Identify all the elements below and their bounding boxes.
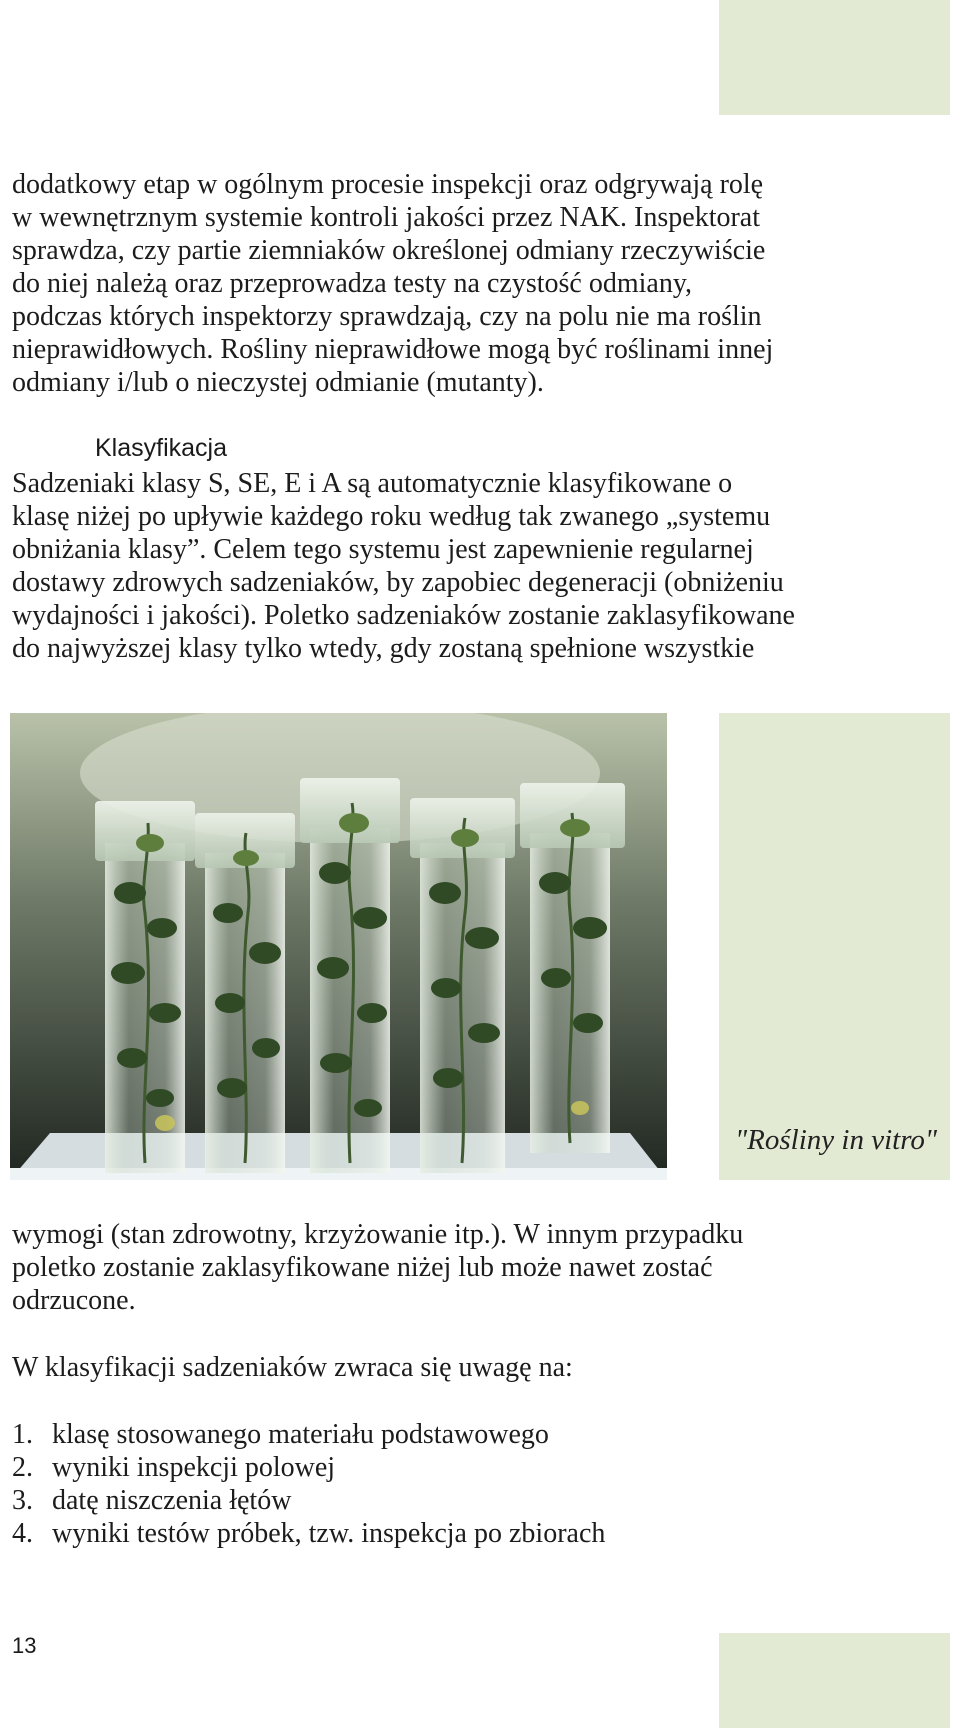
text-line: sprawdza, czy partie ziemniaków określonej odmiany rzeczywiście xyxy=(12,235,766,266)
list-item-number: 1. xyxy=(12,1419,33,1450)
text-line: wymogi (stan zdrowotny, krzyżowanie itp.). W innym przypadku xyxy=(12,1219,744,1250)
paragraph-criteria-intro: W klasyfikacji sadzeniaków zwraca się uwagę na: xyxy=(12,1352,573,1383)
criteria-list xyxy=(12,1418,605,1550)
paragraph-classification xyxy=(12,467,912,665)
list-item-number: 3. xyxy=(12,1485,33,1516)
text-line: Sadzeniaki klasy S, SE, E i A są automatycznie klasyfikowane o xyxy=(12,468,733,499)
paragraph-inspection xyxy=(12,168,912,399)
text-line: do niej należą oraz przeprowadza testy na czystość odmiany, xyxy=(12,268,692,299)
text-line: wydajności i jakości). Poletko sadzeniaków zostanie zaklasyfikowane xyxy=(12,600,795,631)
text-line: dostawy zdrowych sadzeniaków, by zapobiec degeneracji (obniżeniu xyxy=(12,567,784,598)
list-item-number: 2. xyxy=(12,1452,33,1483)
text-line: odmiany i/lub o nieczystej odmianie (mutanty). xyxy=(12,367,544,398)
text-line: w wewnętrznym systemie kontroli jakości przez NAK. Inspektorat xyxy=(12,202,761,233)
list-item-text: klasę stosowanego materiału podstawowego xyxy=(52,1419,549,1450)
text-line: do najwyższej klasy tylko wtedy, gdy zostaną spełnione wszystkie xyxy=(12,633,755,664)
decorative-green-block-bottom xyxy=(719,1633,950,1728)
list-item-text: wyniki inspekcji polowej xyxy=(52,1452,336,1483)
list-item xyxy=(12,1418,605,1451)
section-heading: Klasyfikacja xyxy=(95,434,227,462)
page-number: 13 xyxy=(12,1633,37,1658)
figure-caption: "Rośliny in vitro" xyxy=(735,1124,938,1156)
list-item-text: wyniki testów próbek, tzw. inspekcja po zbiorach xyxy=(52,1518,606,1549)
text-line: podczas których inspektorzy sprawdzają, czy na polu nie ma roślin xyxy=(12,301,762,332)
list-item xyxy=(12,1484,605,1517)
text-line: nieprawidłowych. Rośliny nieprawidłowe mogą być roślinami innej xyxy=(12,334,774,365)
list-item-number: 4. xyxy=(12,1518,33,1549)
list-item xyxy=(12,1451,605,1484)
caption-panel xyxy=(719,713,950,1180)
text-line: dodatkowy etap w ogólnym procesie inspekcji oraz odgrywają rolę xyxy=(12,169,764,200)
list-item xyxy=(12,1517,605,1550)
decorative-green-block-top xyxy=(719,0,950,115)
text-line: odrzucone. xyxy=(12,1285,136,1316)
text-line: obniżania klasy”. Celem tego systemu jest zapewnienie regularnej xyxy=(12,534,754,565)
paragraph-requirements xyxy=(12,1218,912,1317)
text-line: poletko zostanie zaklasyfikowane niżej lub może nawet zostać xyxy=(12,1252,713,1283)
in-vitro-plants-photo xyxy=(10,713,667,1180)
text-line: klasę niżej po upływie każdego roku według tak zwanego „systemu xyxy=(12,501,771,532)
list-item-text: datę niszczenia łętów xyxy=(52,1485,292,1516)
